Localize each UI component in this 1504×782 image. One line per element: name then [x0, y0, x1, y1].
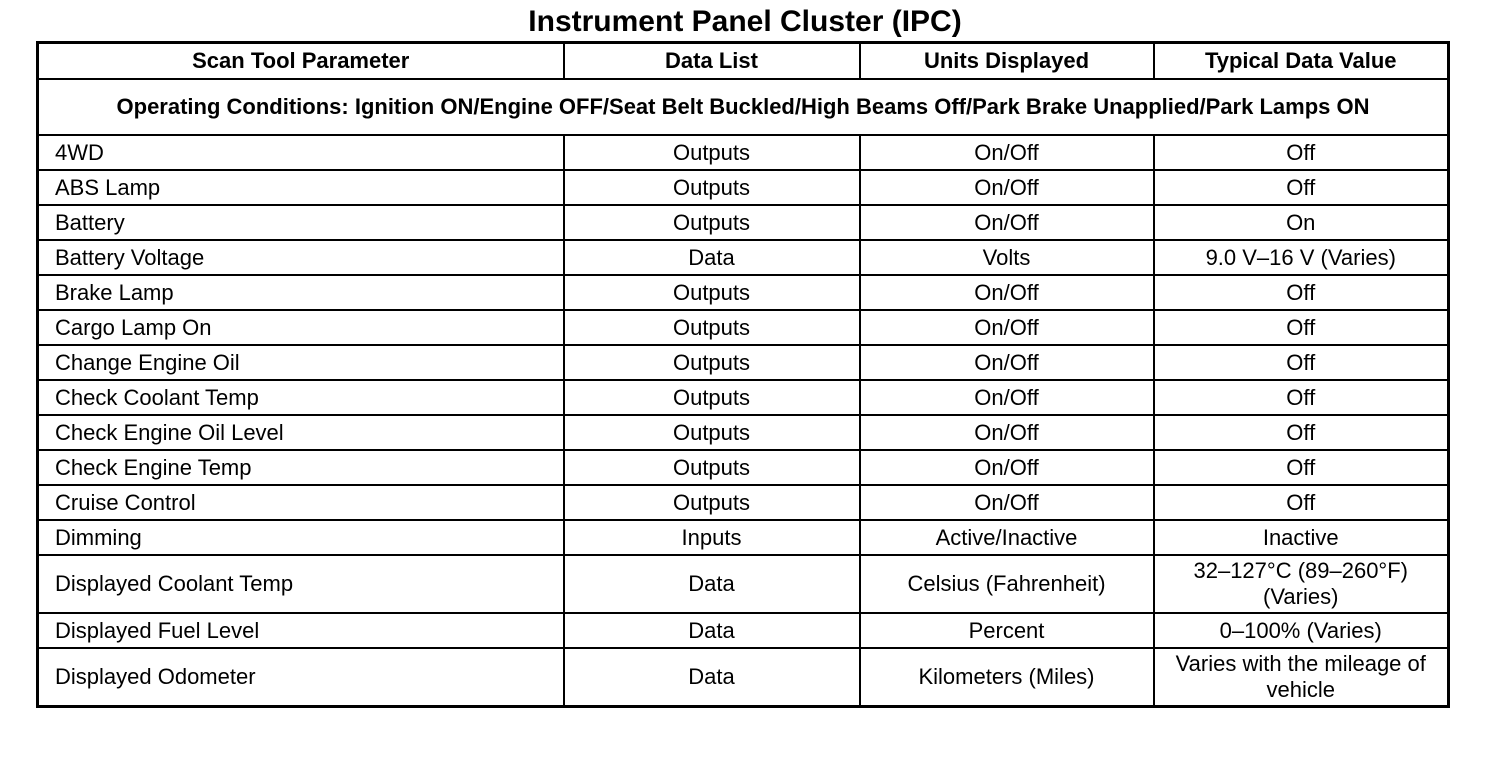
cell-typical-value: Off	[1154, 275, 1449, 310]
cell-data-list: Outputs	[564, 450, 860, 485]
table-row	[38, 240, 1449, 275]
cell-typical-value: 0–100% (Varies)	[1154, 613, 1449, 648]
cell-units: On/Off	[860, 415, 1154, 450]
table-row	[38, 380, 1449, 415]
cell-data-list: Outputs	[564, 205, 860, 240]
cell-parameter: Change Engine Oil	[38, 345, 564, 380]
cell-typical-value: On	[1154, 205, 1449, 240]
cell-data-list: Data	[564, 613, 860, 648]
cell-parameter: 4WD	[38, 135, 564, 170]
cell-units: Celsius (Fahrenheit)	[860, 555, 1154, 613]
cell-typical-value: Off	[1154, 310, 1449, 345]
cell-data-list: Outputs	[564, 345, 860, 380]
cell-typical-value: Off	[1154, 380, 1449, 415]
table-row	[38, 205, 1449, 240]
operating-conditions-row	[38, 79, 1449, 135]
cell-units: On/Off	[860, 275, 1154, 310]
cell-parameter: Battery Voltage	[38, 240, 564, 275]
cell-units: Volts	[860, 240, 1154, 275]
cell-parameter: Check Engine Temp	[38, 450, 564, 485]
table-row	[38, 135, 1449, 170]
cell-units: Percent	[860, 613, 1154, 648]
cell-units: On/Off	[860, 205, 1154, 240]
cell-typical-value: Off	[1154, 345, 1449, 380]
cell-typical-value: Varies with the mileage of vehicle	[1154, 648, 1449, 707]
cell-units: On/Off	[860, 310, 1154, 345]
cell-parameter: Battery	[38, 205, 564, 240]
cell-data-list: Outputs	[564, 485, 860, 520]
cell-units: On/Off	[860, 345, 1154, 380]
table-row	[38, 275, 1449, 310]
table-row	[38, 555, 1449, 613]
cell-parameter: Displayed Fuel Level	[38, 613, 564, 648]
cell-parameter: Cargo Lamp On	[38, 310, 564, 345]
cell-typical-value: Off	[1154, 415, 1449, 450]
table-row	[38, 345, 1449, 380]
cell-typical-value: Off	[1154, 485, 1449, 520]
cell-typical-value: Inactive	[1154, 520, 1449, 555]
cell-typical-value: 32–127°C (89–260°F) (Varies)	[1154, 555, 1449, 613]
table-row	[38, 648, 1449, 707]
table-row	[38, 310, 1449, 345]
cell-data-list: Data	[564, 555, 860, 613]
cell-data-list: Inputs	[564, 520, 860, 555]
table-row	[38, 485, 1449, 520]
cell-typical-value: Off	[1154, 450, 1449, 485]
cell-data-list: Outputs	[564, 275, 860, 310]
cell-parameter: Displayed Odometer	[38, 648, 564, 707]
column-header-typical-value: Typical Data Value	[1154, 43, 1449, 80]
operating-conditions: Operating Conditions: Ignition ON/Engine OFF/Seat Belt Buckled/High Beams Off/Park Brake Unapplied/Park Lamps ON	[38, 79, 1449, 135]
table-row	[38, 170, 1449, 205]
cell-parameter: Cruise Control	[38, 485, 564, 520]
cell-units: On/Off	[860, 380, 1154, 415]
cell-data-list: Outputs	[564, 415, 860, 450]
cell-typical-value: 9.0 V–16 V (Varies)	[1154, 240, 1449, 275]
page-title: Instrument Panel Cluster (IPC)	[528, 5, 962, 38]
cell-units: Kilometers (Miles)	[860, 648, 1154, 707]
cell-typical-value: Off	[1154, 170, 1449, 205]
cell-parameter: Brake Lamp	[38, 275, 564, 310]
cell-data-list: Data	[564, 240, 860, 275]
column-header-data-list: Data List	[564, 43, 860, 80]
cell-typical-value: Off	[1154, 135, 1449, 170]
cell-parameter: Dimming	[38, 520, 564, 555]
table-row	[38, 450, 1449, 485]
cell-data-list: Data	[564, 648, 860, 707]
cell-parameter: Displayed Coolant Temp	[38, 555, 564, 613]
column-header-units: Units Displayed	[860, 43, 1154, 80]
cell-parameter: ABS Lamp	[38, 170, 564, 205]
cell-data-list: Outputs	[564, 380, 860, 415]
table-row	[38, 613, 1449, 648]
cell-units: Active/Inactive	[860, 520, 1154, 555]
cell-data-list: Outputs	[564, 135, 860, 170]
ipc-data-table	[36, 41, 1450, 708]
cell-units: On/Off	[860, 135, 1154, 170]
table-row	[38, 415, 1449, 450]
cell-units: On/Off	[860, 170, 1154, 205]
table-row	[38, 520, 1449, 555]
cell-units: On/Off	[860, 450, 1154, 485]
column-header-parameter: Scan Tool Parameter	[38, 43, 564, 80]
cell-units: On/Off	[860, 485, 1154, 520]
cell-parameter: Check Engine Oil Level	[38, 415, 564, 450]
cell-data-list: Outputs	[564, 170, 860, 205]
cell-parameter: Check Coolant Temp	[38, 380, 564, 415]
cell-data-list: Outputs	[564, 310, 860, 345]
table-header-row	[38, 43, 1449, 80]
